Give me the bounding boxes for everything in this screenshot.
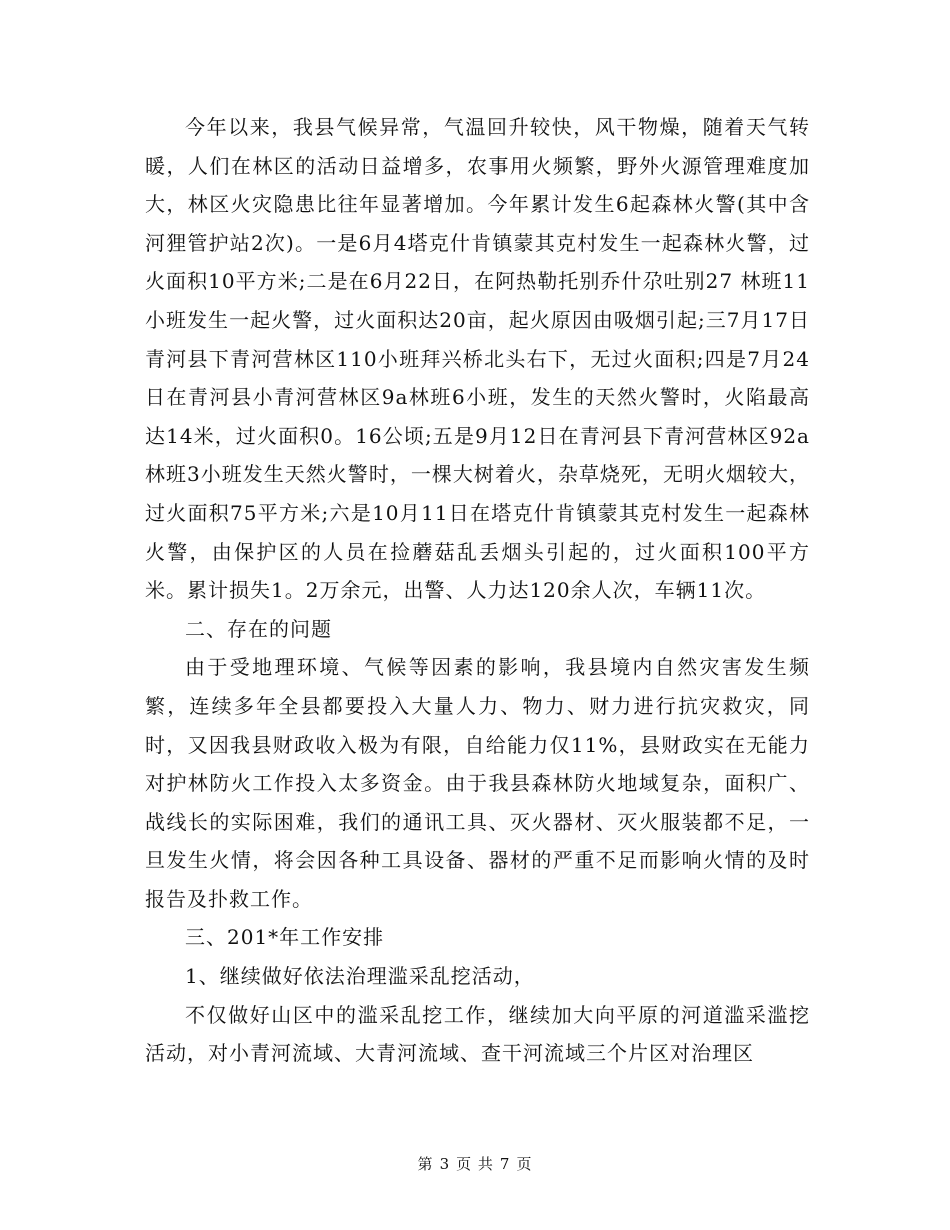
section-heading-work-plan: 三、201*年工作安排 <box>185 925 385 950</box>
subheading-illegal-mining: 1、继续做好依法治理滥采乱挖活动， <box>185 964 535 989</box>
paragraph-illegal-mining: 不仅做好山区中的滥采乱挖工作，继续加大向平原的河道滥采滥挖活动，对小青河流域、大青河流域、查干河流域三个片区对治理区 <box>145 1002 810 1066</box>
section-heading-problems: 二、存在的问题 <box>185 616 332 641</box>
document-body <box>145 108 810 1073</box>
current-page-number: 3 <box>439 1155 451 1173</box>
paragraph-fire-incidents: 今年以来，我县气候异常，气温回升较快，风干物燥，随着天气转暖，人们在林区的活动日益增多，农事用火频繁，野外火源管理难度加大，林区火灾隐患比往年显著增加。今年累计发生6起森林火警(其中含河狸管护站2次)。一是6月4塔克什肯镇蒙其克村发生一起森林火警，过火面积10平方米;二是在6月22日，在阿热勒托别乔什尕吐别27 林班11小班发生一起火警，过火面积达20亩，起火原因由吸烟引起;三7月17日青河县下青河营林区110小班拜兴桥北头右下，无过火面积;四是7月24日在青河县小青河营林区9a林班6小班，发生的天然火警时，火陷最高达14米，过火面积0。16公顷;五是9月12日在青河县下青河营林区92a林班3小班发生天然火警时，一棵大树着火，杂草烧死，无明火烟较大，过火面积75平方米;六是10月11日在塔克什肯镇蒙其克村发生一起森林火警，由保护区的人员在捡蘑菇乱丢烟头引起的，过火面积100平方米。累计损失1。2万余元，出警、人力达120余人次，车辆11次。 <box>145 115 810 603</box>
paragraph-problems: 由于受地理环境、气候等因素的影响，我县境内自然灾害发生频繁，连续多年全县都要投入大量人力、物力、财力进行抗灾救灾，同时，又因我县财政收入极为有限，自给能力仅11%，县财政实在无能力对护林防火工作投入太多资金。由于我县森林防火地域复杂，面积广、战线长的实际困难，我们的通讯工具、灭火器材、灭火服装都不足，一旦发生火情，将会因各种工具设备、器材的严重不足而影响火情的及时报告及扑救工作。 <box>145 655 810 911</box>
page-footer <box>0 1153 950 1174</box>
page-label-prefix: 第 <box>417 1155 434 1173</box>
page-label-suffix: 页 <box>516 1155 533 1173</box>
page-label-mid: 页 共 <box>456 1155 494 1173</box>
total-pages-number: 7 <box>499 1155 511 1173</box>
